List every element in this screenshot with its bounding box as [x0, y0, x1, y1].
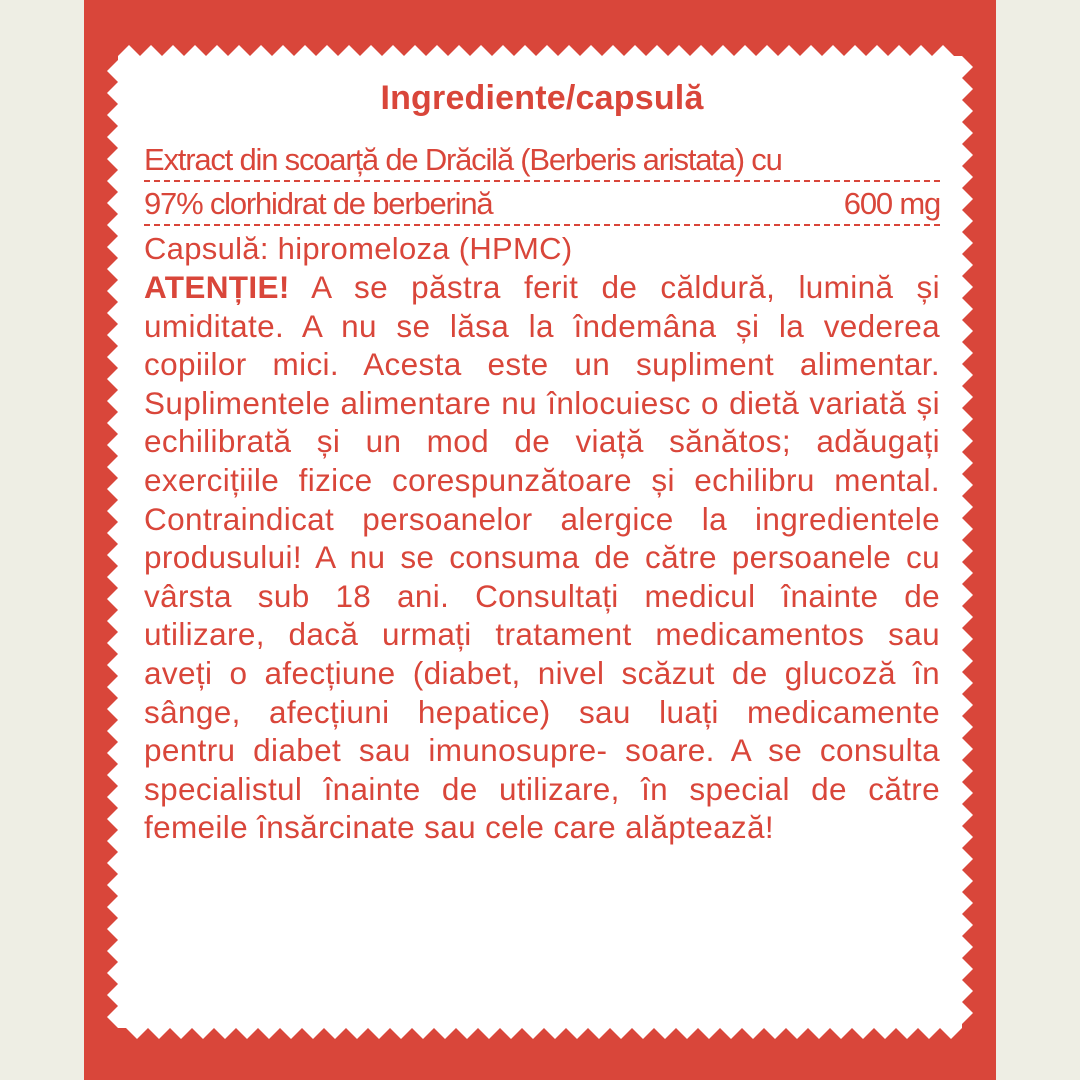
- ingredients-title: Ingrediente/capsulă: [380, 79, 704, 117]
- warning-text: A se păstra ferit de căldură, lumină și umiditate. A nu se lăsa la îndemâna și la vederea copiilor mici. Acesta este un supliment alimentar. Suplimentele alimentare nu înlocuiesc o dietă variată și echilibrată și un mod de viață sănătos; adăugați exercițiile fizice corespunzătoare și echilibru mental. Contraindicat persoanelor alergice la ingredientele produsului! A nu se consuma de către persoanele cu vârsta sub 18 ani. Consultați medicul înainte de utilizare, dacă urmați tratament medicamentos sau aveți o afecțiune (diabet, nivel scăzut de glucoză în sânge, afecțiuni hepatice) sau luați medicamente pentru diabet sau imunosupre- soare. A se consulta specialistul înainte de utilizare, în special de către femeile însărcinate sau cele care alăptează!: [144, 269, 940, 846]
- warning-paragraph: [144, 268, 940, 847]
- warning-heading: ATENȚIE!: [144, 269, 290, 305]
- ingredient-line-1: Extract din scoarță de Drăcilă (Berberis aristata) cu: [144, 142, 940, 182]
- ingredient-line-2: [144, 186, 940, 226]
- ingredient-name: 97% clorhidrat de berberină: [144, 186, 493, 221]
- capsule-line: Capsulă: hipromeloza (HPMC): [144, 231, 573, 266]
- ingredient-amount: 600 mg: [843, 186, 940, 221]
- label-content: [144, 78, 940, 847]
